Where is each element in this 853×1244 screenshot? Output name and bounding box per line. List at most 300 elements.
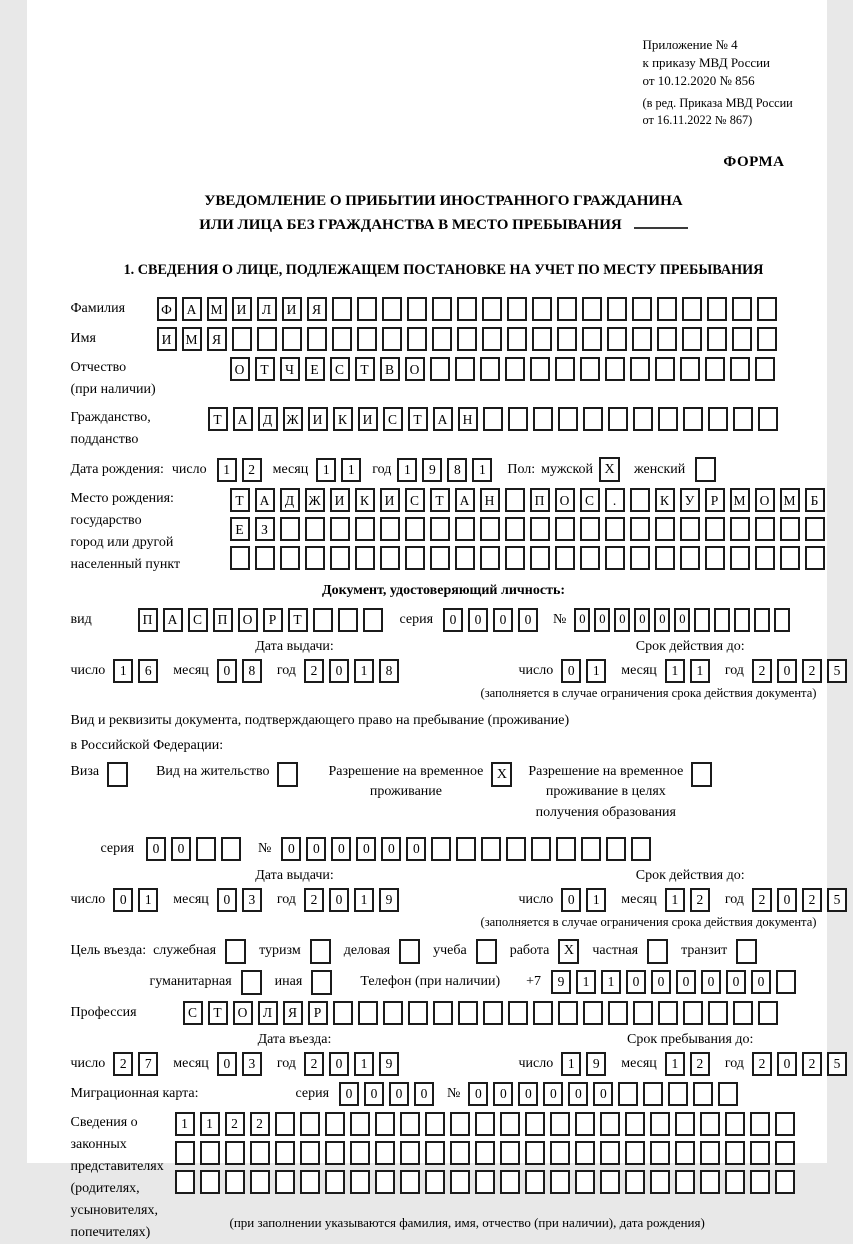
- char-cell[interactable]: [482, 297, 502, 321]
- char-cell[interactable]: 0: [493, 608, 513, 632]
- char-cell[interactable]: О: [230, 357, 250, 381]
- char-cell[interactable]: Н: [458, 407, 478, 431]
- char-cell[interactable]: [457, 297, 477, 321]
- char-cell[interactable]: [550, 1112, 570, 1136]
- char-cell[interactable]: 0: [171, 837, 191, 861]
- char-cell[interactable]: И: [358, 407, 378, 431]
- char-cell[interactable]: [605, 517, 625, 541]
- char-cell[interactable]: [805, 546, 825, 570]
- char-cell[interactable]: [430, 357, 450, 381]
- char-cell[interactable]: [455, 357, 475, 381]
- char-cell[interactable]: [482, 327, 502, 351]
- char-cell[interactable]: [225, 1141, 245, 1165]
- char-cell[interactable]: [693, 1082, 713, 1106]
- char-cell[interactable]: [433, 1001, 453, 1025]
- char-cell[interactable]: 5: [827, 1052, 847, 1076]
- char-cell[interactable]: [230, 546, 250, 570]
- char-cell[interactable]: У: [680, 488, 700, 512]
- char-cell[interactable]: 1: [576, 970, 596, 994]
- char-cell[interactable]: 2: [802, 888, 822, 912]
- char-cell[interactable]: [775, 1170, 795, 1194]
- char-cell[interactable]: [732, 327, 752, 351]
- char-cell[interactable]: [780, 517, 800, 541]
- char-cell[interactable]: [333, 1001, 353, 1025]
- char-cell[interactable]: [750, 1170, 770, 1194]
- char-cell[interactable]: [350, 1141, 370, 1165]
- char-cell[interactable]: [332, 327, 352, 351]
- char-cell[interactable]: [675, 1170, 695, 1194]
- char-cell[interactable]: [480, 357, 500, 381]
- char-cell[interactable]: [400, 1170, 420, 1194]
- char-cell[interactable]: [475, 1170, 495, 1194]
- char-cell[interactable]: Т: [430, 488, 450, 512]
- char-cell[interactable]: 1: [586, 888, 606, 912]
- char-cell[interactable]: [530, 357, 550, 381]
- char-cell[interactable]: Л: [258, 1001, 278, 1025]
- char-cell[interactable]: [196, 837, 216, 861]
- char-cell[interactable]: [530, 546, 550, 570]
- char-cell[interactable]: О: [755, 488, 775, 512]
- char-cell[interactable]: С: [580, 488, 600, 512]
- char-cell[interactable]: Д: [280, 488, 300, 512]
- char-cell[interactable]: [732, 297, 752, 321]
- char-cell[interactable]: 9: [379, 1052, 399, 1076]
- char-cell[interactable]: С: [188, 608, 208, 632]
- char-cell[interactable]: [625, 1141, 645, 1165]
- char-cell[interactable]: [307, 327, 327, 351]
- char-cell[interactable]: [505, 357, 525, 381]
- char-cell[interactable]: [533, 1001, 553, 1025]
- char-cell[interactable]: 0: [777, 1052, 797, 1076]
- char-cell[interactable]: 1: [354, 888, 374, 912]
- char-cell[interactable]: 1: [217, 458, 237, 482]
- char-cell[interactable]: 0: [281, 837, 301, 861]
- char-cell[interactable]: [582, 327, 602, 351]
- char-cell[interactable]: [680, 517, 700, 541]
- char-cell[interactable]: [600, 1141, 620, 1165]
- char-cell[interactable]: [525, 1141, 545, 1165]
- char-cell[interactable]: [375, 1170, 395, 1194]
- char-cell[interactable]: П: [530, 488, 550, 512]
- char-cell[interactable]: [575, 1112, 595, 1136]
- char-cell[interactable]: С: [405, 488, 425, 512]
- char-cell[interactable]: 0: [339, 1082, 359, 1106]
- char-cell[interactable]: [733, 1001, 753, 1025]
- char-cell[interactable]: [658, 407, 678, 431]
- char-cell[interactable]: 0: [568, 1082, 588, 1106]
- char-cell[interactable]: [533, 407, 553, 431]
- char-cell[interactable]: [225, 1170, 245, 1194]
- char-cell[interactable]: [607, 327, 627, 351]
- char-cell[interactable]: Я: [207, 327, 227, 351]
- char-cell[interactable]: 9: [379, 888, 399, 912]
- char-cell[interactable]: [682, 297, 702, 321]
- char-cell[interactable]: [500, 1170, 520, 1194]
- char-cell[interactable]: 0: [777, 888, 797, 912]
- char-cell[interactable]: [725, 1170, 745, 1194]
- char-cell[interactable]: [633, 407, 653, 431]
- char-cell[interactable]: [650, 1141, 670, 1165]
- char-cell[interactable]: 1: [354, 1052, 374, 1076]
- char-cell[interactable]: [300, 1141, 320, 1165]
- char-cell[interactable]: 2: [690, 888, 710, 912]
- char-cell[interactable]: [456, 837, 476, 861]
- char-cell[interactable]: [655, 546, 675, 570]
- char-cell[interactable]: [758, 407, 778, 431]
- char-cell[interactable]: [755, 546, 775, 570]
- char-cell[interactable]: М: [730, 488, 750, 512]
- char-cell[interactable]: С: [183, 1001, 203, 1025]
- char-cell[interactable]: 0: [777, 659, 797, 683]
- char-cell[interactable]: [375, 1141, 395, 1165]
- char-cell[interactable]: 2: [250, 1112, 270, 1136]
- char-cell[interactable]: [582, 297, 602, 321]
- char-cell[interactable]: [450, 1170, 470, 1194]
- char-cell[interactable]: [755, 517, 775, 541]
- char-cell[interactable]: О: [555, 488, 575, 512]
- char-cell[interactable]: [275, 1141, 295, 1165]
- char-cell[interactable]: [505, 488, 525, 512]
- char-cell[interactable]: [630, 517, 650, 541]
- char-cell[interactable]: Ж: [305, 488, 325, 512]
- char-cell[interactable]: [232, 327, 252, 351]
- char-cell[interactable]: И: [308, 407, 328, 431]
- char-cell[interactable]: 0: [364, 1082, 384, 1106]
- char-cell[interactable]: 0: [468, 608, 488, 632]
- char-cell[interactable]: [557, 297, 577, 321]
- char-cell[interactable]: [508, 407, 528, 431]
- char-cell[interactable]: И: [380, 488, 400, 512]
- char-cell[interactable]: [350, 1170, 370, 1194]
- char-cell[interactable]: 2: [752, 659, 772, 683]
- char-cell[interactable]: 1: [200, 1112, 220, 1136]
- char-cell[interactable]: [275, 1112, 295, 1136]
- char-cell[interactable]: 2: [304, 1052, 324, 1076]
- char-cell[interactable]: 0: [651, 970, 671, 994]
- purpose-checkbox[interactable]: X: [558, 939, 579, 964]
- char-cell[interactable]: [480, 546, 500, 570]
- char-cell[interactable]: 9: [551, 970, 571, 994]
- char-cell[interactable]: [700, 1170, 720, 1194]
- char-cell[interactable]: [250, 1170, 270, 1194]
- char-cell[interactable]: 8: [379, 659, 399, 683]
- temp-residence-permit-checkbox[interactable]: X: [491, 762, 512, 787]
- char-cell[interactable]: О: [405, 357, 425, 381]
- char-cell[interactable]: 2: [242, 458, 262, 482]
- char-cell[interactable]: 6: [138, 659, 158, 683]
- char-cell[interactable]: [455, 546, 475, 570]
- char-cell[interactable]: [730, 517, 750, 541]
- char-cell[interactable]: [313, 608, 333, 632]
- char-cell[interactable]: 0: [414, 1082, 434, 1106]
- char-cell[interactable]: [580, 546, 600, 570]
- char-cell[interactable]: [432, 297, 452, 321]
- char-cell[interactable]: [581, 837, 601, 861]
- char-cell[interactable]: [455, 517, 475, 541]
- char-cell[interactable]: [407, 297, 427, 321]
- sex-male-checkbox[interactable]: X: [599, 457, 620, 482]
- char-cell[interactable]: 1: [175, 1112, 195, 1136]
- char-cell[interactable]: [550, 1170, 570, 1194]
- char-cell[interactable]: 1: [601, 970, 621, 994]
- char-cell[interactable]: [325, 1141, 345, 1165]
- char-cell[interactable]: [632, 297, 652, 321]
- char-cell[interactable]: 1: [341, 458, 361, 482]
- char-cell[interactable]: 5: [827, 888, 847, 912]
- char-cell[interactable]: [557, 327, 577, 351]
- char-cell[interactable]: 0: [701, 970, 721, 994]
- char-cell[interactable]: [580, 517, 600, 541]
- purpose-checkbox[interactable]: [647, 939, 668, 964]
- char-cell[interactable]: [680, 546, 700, 570]
- char-cell[interactable]: [506, 837, 526, 861]
- char-cell[interactable]: [357, 327, 377, 351]
- char-cell[interactable]: Л: [257, 297, 277, 321]
- char-cell[interactable]: [175, 1170, 195, 1194]
- char-cell[interactable]: С: [330, 357, 350, 381]
- char-cell[interactable]: [257, 327, 277, 351]
- char-cell[interactable]: О: [233, 1001, 253, 1025]
- char-cell[interactable]: [775, 1141, 795, 1165]
- char-cell[interactable]: [507, 327, 527, 351]
- char-cell[interactable]: 0: [543, 1082, 563, 1106]
- char-cell[interactable]: И: [282, 297, 302, 321]
- char-cell[interactable]: 0: [518, 608, 538, 632]
- char-cell[interactable]: [730, 546, 750, 570]
- char-cell[interactable]: [657, 297, 677, 321]
- char-cell[interactable]: [355, 517, 375, 541]
- char-cell[interactable]: [805, 517, 825, 541]
- char-cell[interactable]: 0: [634, 608, 650, 632]
- char-cell[interactable]: Е: [305, 357, 325, 381]
- char-cell[interactable]: [558, 407, 578, 431]
- char-cell[interactable]: [458, 1001, 478, 1025]
- char-cell[interactable]: Р: [308, 1001, 328, 1025]
- char-cell[interactable]: [425, 1170, 445, 1194]
- char-cell[interactable]: [575, 1170, 595, 1194]
- char-cell[interactable]: [457, 327, 477, 351]
- char-cell[interactable]: 2: [752, 888, 772, 912]
- char-cell[interactable]: 0: [593, 1082, 613, 1106]
- char-cell[interactable]: [363, 608, 383, 632]
- char-cell[interactable]: [618, 1082, 638, 1106]
- char-cell[interactable]: [556, 837, 576, 861]
- char-cell[interactable]: [480, 517, 500, 541]
- char-cell[interactable]: .: [605, 488, 625, 512]
- purpose-checkbox[interactable]: [311, 970, 332, 995]
- char-cell[interactable]: [606, 837, 626, 861]
- char-cell[interactable]: [483, 407, 503, 431]
- char-cell[interactable]: 0: [594, 608, 610, 632]
- char-cell[interactable]: [508, 1001, 528, 1025]
- purpose-checkbox[interactable]: [476, 939, 497, 964]
- char-cell[interactable]: [305, 517, 325, 541]
- char-cell[interactable]: 0: [518, 1082, 538, 1106]
- char-cell[interactable]: [555, 546, 575, 570]
- char-cell[interactable]: [407, 327, 427, 351]
- char-cell[interactable]: Т: [208, 407, 228, 431]
- char-cell[interactable]: 0: [626, 970, 646, 994]
- char-cell[interactable]: [705, 357, 725, 381]
- char-cell[interactable]: [383, 1001, 403, 1025]
- char-cell[interactable]: [682, 327, 702, 351]
- char-cell[interactable]: Ч: [280, 357, 300, 381]
- char-cell[interactable]: К: [355, 488, 375, 512]
- char-cell[interactable]: Я: [307, 297, 327, 321]
- char-cell[interactable]: [450, 1112, 470, 1136]
- char-cell[interactable]: [525, 1170, 545, 1194]
- char-cell[interactable]: [532, 297, 552, 321]
- char-cell[interactable]: [280, 517, 300, 541]
- char-cell[interactable]: 0: [561, 659, 581, 683]
- char-cell[interactable]: [750, 1112, 770, 1136]
- char-cell[interactable]: [774, 608, 790, 632]
- char-cell[interactable]: Т: [255, 357, 275, 381]
- char-cell[interactable]: [607, 297, 627, 321]
- char-cell[interactable]: М: [207, 297, 227, 321]
- char-cell[interactable]: 2: [304, 888, 324, 912]
- char-cell[interactable]: [705, 546, 725, 570]
- char-cell[interactable]: [558, 1001, 578, 1025]
- char-cell[interactable]: [675, 1141, 695, 1165]
- char-cell[interactable]: 0: [329, 659, 349, 683]
- char-cell[interactable]: [658, 1001, 678, 1025]
- char-cell[interactable]: А: [255, 488, 275, 512]
- char-cell[interactable]: [350, 1112, 370, 1136]
- char-cell[interactable]: [630, 546, 650, 570]
- char-cell[interactable]: [608, 407, 628, 431]
- char-cell[interactable]: [754, 608, 770, 632]
- char-cell[interactable]: [332, 297, 352, 321]
- char-cell[interactable]: [450, 1141, 470, 1165]
- char-cell[interactable]: З: [255, 517, 275, 541]
- char-cell[interactable]: А: [163, 608, 183, 632]
- char-cell[interactable]: М: [182, 327, 202, 351]
- residence-permit-checkbox[interactable]: [277, 762, 298, 787]
- char-cell[interactable]: 1: [665, 659, 685, 683]
- char-cell[interactable]: 0: [726, 970, 746, 994]
- char-cell[interactable]: [555, 357, 575, 381]
- char-cell[interactable]: [500, 1141, 520, 1165]
- char-cell[interactable]: [325, 1112, 345, 1136]
- char-cell[interactable]: 2: [304, 659, 324, 683]
- char-cell[interactable]: [175, 1141, 195, 1165]
- char-cell[interactable]: 0: [389, 1082, 409, 1106]
- char-cell[interactable]: 5: [827, 659, 847, 683]
- char-cell[interactable]: Т: [288, 608, 308, 632]
- char-cell[interactable]: [531, 837, 551, 861]
- char-cell[interactable]: [714, 608, 730, 632]
- char-cell[interactable]: Ф: [157, 297, 177, 321]
- char-cell[interactable]: [633, 1001, 653, 1025]
- char-cell[interactable]: 0: [381, 837, 401, 861]
- char-cell[interactable]: [430, 546, 450, 570]
- char-cell[interactable]: 2: [690, 1052, 710, 1076]
- purpose-checkbox[interactable]: [736, 939, 757, 964]
- char-cell[interactable]: [683, 1001, 703, 1025]
- char-cell[interactable]: [755, 357, 775, 381]
- char-cell[interactable]: 1: [472, 458, 492, 482]
- char-cell[interactable]: [431, 837, 451, 861]
- char-cell[interactable]: [400, 1141, 420, 1165]
- char-cell[interactable]: [430, 517, 450, 541]
- char-cell[interactable]: [758, 1001, 778, 1025]
- char-cell[interactable]: [776, 970, 796, 994]
- char-cell[interactable]: 0: [676, 970, 696, 994]
- char-cell[interactable]: [500, 1112, 520, 1136]
- char-cell[interactable]: А: [455, 488, 475, 512]
- char-cell[interactable]: К: [655, 488, 675, 512]
- char-cell[interactable]: 0: [654, 608, 670, 632]
- visa-checkbox[interactable]: [107, 762, 128, 787]
- char-cell[interactable]: Т: [408, 407, 428, 431]
- char-cell[interactable]: 3: [242, 888, 262, 912]
- char-cell[interactable]: [780, 546, 800, 570]
- char-cell[interactable]: [380, 546, 400, 570]
- char-cell[interactable]: Д: [258, 407, 278, 431]
- char-cell[interactable]: [432, 327, 452, 351]
- char-cell[interactable]: [707, 297, 727, 321]
- char-cell[interactable]: К: [333, 407, 353, 431]
- char-cell[interactable]: [255, 546, 275, 570]
- char-cell[interactable]: 0: [329, 888, 349, 912]
- char-cell[interactable]: А: [182, 297, 202, 321]
- char-cell[interactable]: [625, 1170, 645, 1194]
- sex-female-checkbox[interactable]: [695, 457, 716, 482]
- char-cell[interactable]: [530, 517, 550, 541]
- char-cell[interactable]: И: [232, 297, 252, 321]
- char-cell[interactable]: Н: [480, 488, 500, 512]
- char-cell[interactable]: Я: [283, 1001, 303, 1025]
- char-cell[interactable]: 7: [138, 1052, 158, 1076]
- char-cell[interactable]: [583, 1001, 603, 1025]
- char-cell[interactable]: [338, 608, 358, 632]
- char-cell[interactable]: [750, 1141, 770, 1165]
- char-cell[interactable]: [683, 407, 703, 431]
- char-cell[interactable]: [380, 517, 400, 541]
- char-cell[interactable]: [505, 546, 525, 570]
- char-cell[interactable]: 0: [217, 888, 237, 912]
- char-cell[interactable]: 1: [138, 888, 158, 912]
- char-cell[interactable]: [705, 517, 725, 541]
- char-cell[interactable]: Т: [230, 488, 250, 512]
- char-cell[interactable]: 2: [113, 1052, 133, 1076]
- char-cell[interactable]: 0: [113, 888, 133, 912]
- char-cell[interactable]: 0: [561, 888, 581, 912]
- char-cell[interactable]: [583, 407, 603, 431]
- char-cell[interactable]: 0: [574, 608, 590, 632]
- char-cell[interactable]: [382, 297, 402, 321]
- char-cell[interactable]: Т: [355, 357, 375, 381]
- purpose-checkbox[interactable]: [225, 939, 246, 964]
- char-cell[interactable]: А: [233, 407, 253, 431]
- char-cell[interactable]: [700, 1112, 720, 1136]
- char-cell[interactable]: [405, 546, 425, 570]
- char-cell[interactable]: [657, 327, 677, 351]
- char-cell[interactable]: [358, 1001, 378, 1025]
- char-cell[interactable]: 0: [493, 1082, 513, 1106]
- char-cell[interactable]: [650, 1112, 670, 1136]
- char-cell[interactable]: [734, 608, 750, 632]
- char-cell[interactable]: 1: [316, 458, 336, 482]
- char-cell[interactable]: [733, 407, 753, 431]
- char-cell[interactable]: [605, 357, 625, 381]
- char-cell[interactable]: О: [238, 608, 258, 632]
- char-cell[interactable]: [700, 1141, 720, 1165]
- char-cell[interactable]: [300, 1112, 320, 1136]
- char-cell[interactable]: [275, 1170, 295, 1194]
- char-cell[interactable]: [694, 608, 710, 632]
